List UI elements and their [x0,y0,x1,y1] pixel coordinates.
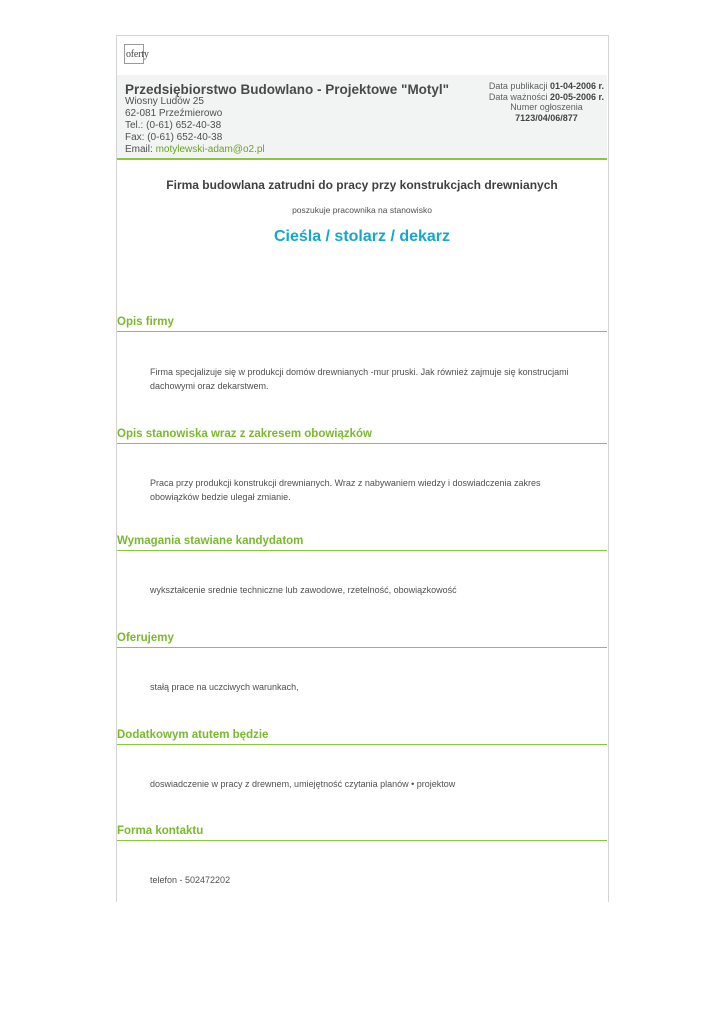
section-body-contact: telefon - 502472202 [150,875,231,885]
section-heading-contact: Forma kontaktu [117,825,607,841]
logo-text: oferty [126,49,149,60]
section-heading-advantage: Dodatkowym atutem będzie [117,729,607,745]
ad-number-value: 7123/04/06/877 [515,112,578,123]
company-email-row [125,144,265,156]
ad-headline: Firma budowlana zatrudni do pracy przy konstrukcjach drewnianych [166,178,558,192]
section-body-requirements: wykształcenie srednie techniczne lub zawodowe, rzetelność, obowiązkowość [150,585,457,595]
company-name: Przedsiębiorstwo Budowlano - Projektowe "Motyl" [125,82,450,97]
publication-date-value: 01-04-2006 r. [549,81,604,91]
email-label: Email: [125,144,156,155]
section-heading-company: Opis firmy [117,316,607,332]
publication-date-label: Data publikacji [488,81,550,91]
ad-subline: poszukuje pracownika na stanowisko [292,205,432,215]
company-tel: Tel.: (0-61) 652-40-38 [125,120,222,131]
section-body-company: Firma specjalizuje się w produkcji domów drewnianych -mur pruski. Jak również zajmuje się konstrucjami dachowymi oraz dekarstwem. [150,367,569,391]
position-title: Cieśla / stolarz / dekarz [273,228,451,245]
ad-number [489,113,604,124]
section-heading-offer: Oferujemy [117,632,607,648]
section-body-offer: stałą prace na uczciwych warunkach, [150,682,299,692]
section-body-advantage: doswiadczenie w pracy z drewnem, umiejętność czytania planów • projektow [150,779,456,789]
company-city: 62-081 Przeźmierowo [125,108,223,119]
company-header [117,75,607,160]
ad-number-label: Numer ogłoszenia [510,102,583,112]
document-frame [116,35,609,902]
ad-meta [489,81,604,123]
section-heading-duties: Opis stanowiska wraz z zakresem obowiązków [117,428,607,444]
company-fax: Fax: (0-61) 652-40-38 [125,132,223,143]
publication-date [489,81,604,92]
section-heading-requirements: Wymagania stawiane kandydatom [117,535,607,551]
logo [124,44,149,64]
company-street: Wiosny Ludów 25 [125,96,204,107]
validity-date-label: Data ważności [488,91,550,102]
email-link[interactable]: motylewski-adam@o2.pl [155,144,265,155]
validity-date-value: 20-05-2006 r. [549,91,604,102]
validity-date [489,92,604,103]
section-body-duties: Praca przy produkcji konstrukcji drewnianych. Wraz z nabywaniem wiedzy i doswiadczenia zakres obowiązków bedzie ulegał zmianie. [150,478,541,502]
